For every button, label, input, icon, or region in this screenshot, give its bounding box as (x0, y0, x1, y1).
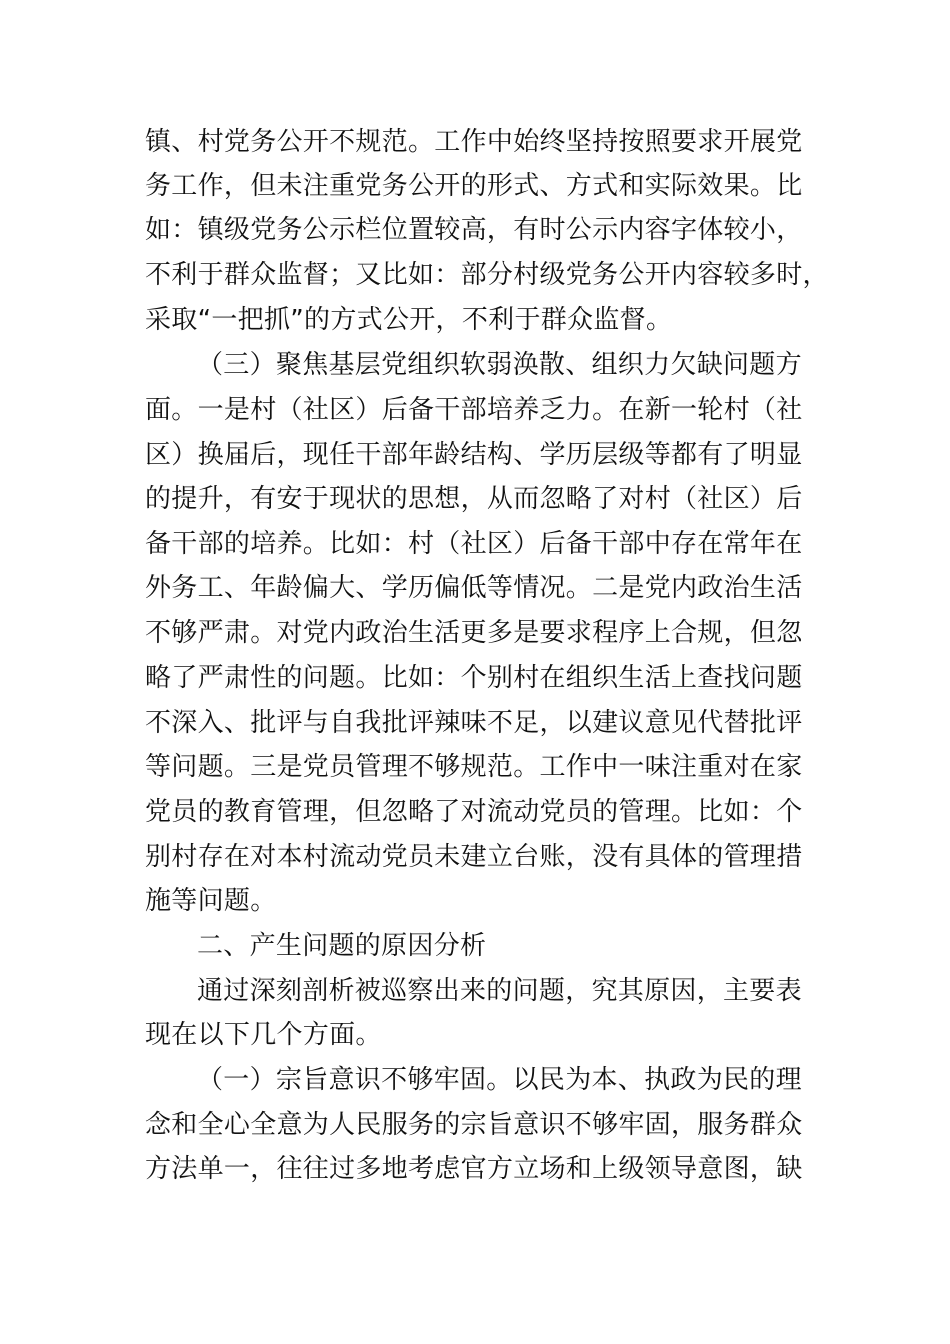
text-line: 采取“一把抓”的方式公开，不利于群众监督。 (145, 305, 673, 335)
section-heading: 二、产生问题的原因分析 (197, 931, 487, 961)
paragraph-first-line: 通过深刻剖析被巡察出来的问题，究其原因，主要表 (197, 976, 802, 1006)
text-line: 略了严肃性的问题。比如：个别村在组织生活上查找问题 (145, 663, 803, 693)
text-line: 不深入、批评与自我批评辣味不足，以建议意见代替批评 (145, 708, 803, 738)
text-line: 务工作，但未注重党务公开的形式、方式和实际效果。比 (145, 171, 803, 201)
text-line: 外务工、年龄偏大、学历偏低等情况。二是党内政治生活 (145, 573, 803, 603)
section-heading: （一）宗旨意识不够牢固。以民为本、执政为民的理 (197, 1065, 802, 1095)
text-line: 方法单一，往往过多地考虑官方立场和上级领导意图，缺 (145, 1154, 803, 1184)
text-line: 不够严肃。对党内政治生活更多是要求程序上合规，但忽 (145, 618, 803, 648)
text-line: 备干部的培养。比如：村（社区）后备干部中存在常年在 (145, 529, 803, 559)
text-line: 念和全心全意为人民服务的宗旨意识不够牢固，服务群众 (145, 1110, 803, 1140)
text-line: 区）换届后，现任干部年龄结构、学历层级等都有了明显 (145, 440, 803, 470)
text-line: 不利于群众监督；又比如：部分村级党务公开内容较多时， (145, 260, 829, 290)
text-line: 等问题。三是党员管理不够规范。工作中一味注重对在家 (145, 752, 803, 782)
text-line: 别村存在对本村流动党员未建立台账，没有具体的管理措 (145, 842, 803, 872)
text-line: 的提升，有安于现状的思想，从而忽略了对村（社区）后 (145, 484, 803, 514)
text-line: 如：镇级党务公示栏位置较高，有时公示内容字体较小， (145, 215, 803, 245)
text-line: 镇、村党务公开不规范。工作中始终坚持按照要求开展党 (145, 127, 803, 157)
text-line: 面。一是村（社区）后备干部培养乏力。在新一轮村（社 (145, 395, 803, 425)
text-line: 施等问题。 (145, 886, 277, 916)
section-heading: （三）聚焦基层党组织软弱涣散、组织力欠缺问题方 (197, 350, 802, 380)
text-line: 党员的教育管理，但忽略了对流动党员的管理。比如：个 (145, 797, 803, 827)
text-line: 现在以下几个方面。 (145, 1020, 382, 1050)
